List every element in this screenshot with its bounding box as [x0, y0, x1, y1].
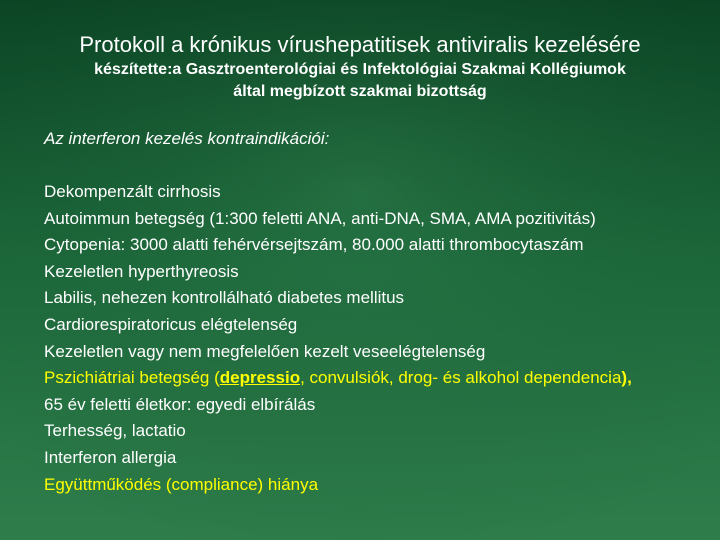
list-item: Kezeletlen vagy nem megfelelően kezelt veseelégtelenség — [44, 341, 486, 361]
subtitle-line-1: készítette:a Gasztroenterológiai és Infektológiai Szakmai Kollégiumok — [94, 61, 626, 78]
subtitle-line-2: által megbízott szakmai bizottság — [233, 83, 487, 100]
psychiatric-prefix: Pszichiátriai betegség ( — [44, 368, 220, 388]
list-item: Autoimmun betegség (1:300 feletti ANA, anti-DNA, SMA, AMA pozitivitás) — [44, 208, 596, 228]
psychiatric-middle: , convulsiók, drog- és alkohol dependencia — [300, 368, 622, 388]
list-item-compliance: Együttműködés (compliance) hiánya — [44, 474, 319, 494]
section-heading: Az interferon kezelés kontraindikációi: — [44, 129, 330, 148]
list-item: Terhesség, lactatio — [44, 421, 186, 441]
list-item-psychiatric — [44, 368, 704, 388]
list-item: Cardiorespiratoricus elégtelenség — [44, 314, 298, 334]
list-item: Labilis, nehezen kontrollálható diabetes mellitus — [44, 288, 405, 308]
list-item: Kezeletlen hyperthyreosis — [44, 261, 239, 281]
list-item: 65 év feletti életkor: egyedi elbírálás — [44, 394, 316, 414]
contraindication-list — [44, 182, 704, 501]
list-item: Interferon allergia — [44, 447, 177, 467]
slide-title: Protokoll a krónikus vírushepatitisek antiviralis kezelésére — [79, 32, 641, 57]
psychiatric-suffix: ), — [621, 368, 632, 388]
list-item: Cytopenia: 3000 alatti fehérvérsejtszám, 80.000 alatti thrombocytaszám — [44, 235, 584, 255]
slide-subtitle — [0, 59, 720, 103]
depression-term: depressio — [219, 368, 301, 388]
list-item: Dekompenzált cirrhosis — [44, 182, 221, 201]
